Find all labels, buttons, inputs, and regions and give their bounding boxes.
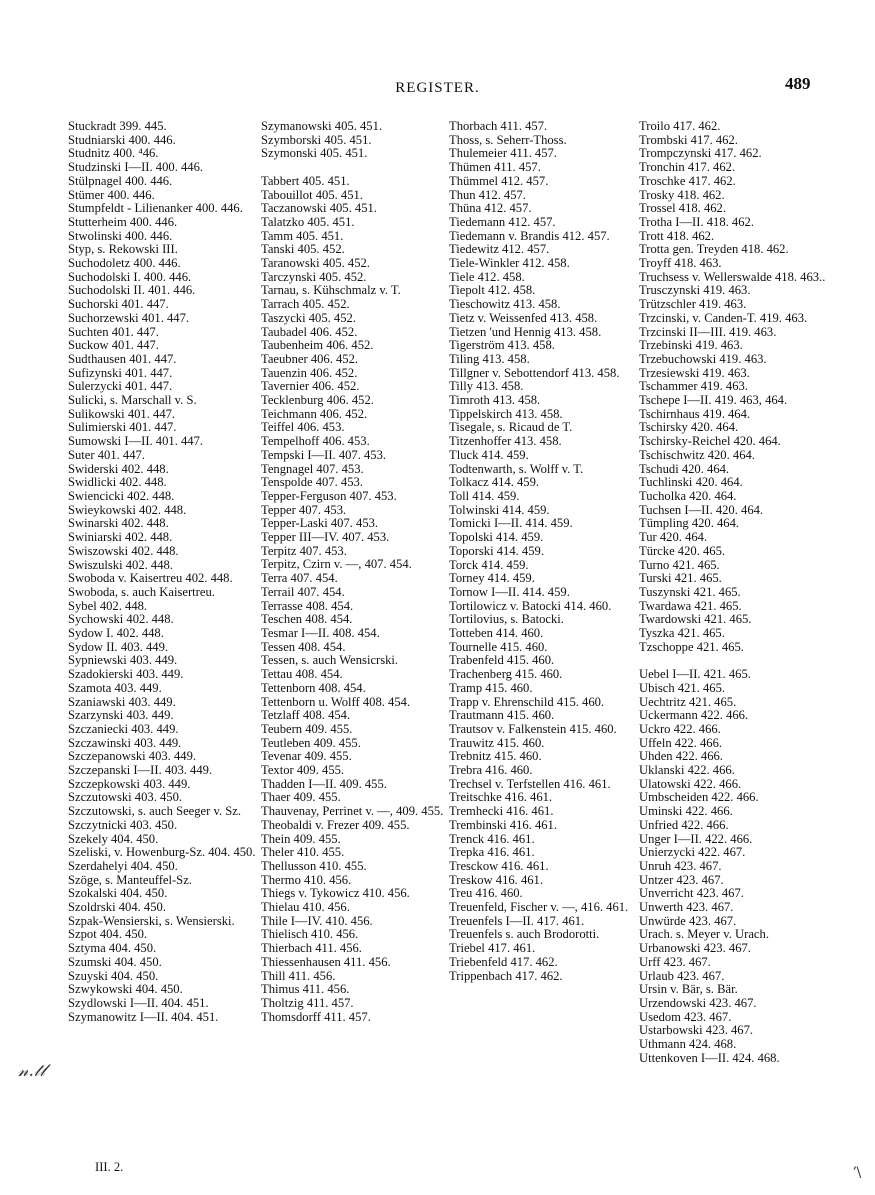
register-entry: Thellusson 410. 455. [261, 858, 367, 873]
register-entry: Swoboda v. Kaisertreu 402. 448. [68, 571, 233, 586]
register-entry: Torney 414. 459. [449, 571, 535, 586]
register-entry: Trützschler 419. 463. [639, 297, 747, 312]
register-entry: Trzebuchowski 419. 463. [639, 351, 767, 366]
register-entry: Trzcinski II—III. 419. 463. [639, 324, 777, 339]
register-entry: Tavernier 406. 452. [261, 379, 360, 394]
register-entry: Tschammer 419. 463. [639, 379, 748, 394]
register-entry: Talatzko 405. 451. [261, 214, 355, 229]
register-entry: Trautsov v. Falkenstein 415. 460. [449, 721, 617, 736]
register-entry: Turno 421. 465. [639, 557, 720, 572]
register-entry: Sulerzycki 401. 447. [68, 379, 173, 394]
register-entry: Trzebinski 419. 463. [639, 338, 743, 353]
register-entry: Uckro 422. 466. [639, 721, 721, 736]
register-entry: Tümpling 420. 464. [639, 516, 740, 531]
register-entry: Trosky 418. 462. [639, 187, 725, 202]
register-entry: Taszycki 405. 452. [261, 310, 356, 325]
register-entry: Taczanowski 405. 451. [261, 201, 377, 216]
register-entry: Szczytnicki 403. 450. [68, 817, 178, 832]
register-entry: Swieykowski 402. 448. [68, 502, 187, 517]
register-entry: Tessen, s. auch Wensicrski. [261, 653, 399, 668]
register-entry: Triebenfeld 417. 462. [449, 954, 558, 969]
register-entry: Ulatowski 422. 466. [639, 776, 742, 791]
register-entry: Topolski 414. 459. [449, 530, 544, 545]
register-entry: Tigerström 413. 458. [449, 338, 555, 353]
register-entry: Trzcinski, v. Canden-T. 419. 463. [639, 310, 808, 325]
register-entry: Terpitz 407. 453. [261, 543, 347, 558]
register-entry: Swinarski 402. 448. [68, 516, 169, 531]
register-entry: Tiedemann 412. 457. [449, 214, 556, 229]
register-entry: Toporski 414. 459. [449, 543, 544, 558]
register-entry: Tettenborn 408. 454. [261, 680, 366, 695]
register-entry: Untzer 423. 467. [639, 872, 724, 887]
register-entry: Tietz v. Weissenfed 413. 458. [449, 310, 598, 325]
register-entry: Thun 412. 457. [449, 187, 526, 202]
register-entry: Uechtritz 421. 465. [639, 694, 737, 709]
register-entry: Unger I—II. 422. 466. [639, 831, 753, 846]
register-column-4 [639, 120, 827, 1066]
register-entry: Tschirnhaus 419. 464. [639, 406, 751, 421]
register-entry: Treu 416. 460. [449, 886, 523, 901]
register-entry: Tolwinski 414. 459. [449, 502, 550, 517]
page-header-title: REGISTER. [395, 80, 480, 96]
corner-mark: ʼ\ [852, 1165, 862, 1181]
register-entry: Unverricht 423. 467. [639, 886, 744, 901]
register-entry: Tauenzin 406. 452. [261, 365, 358, 380]
register-entry: Szuyski 404. 450. [68, 968, 159, 983]
register-entry: Ustarbowski 423. 467. [639, 1023, 754, 1038]
register-entry: Tur 420. 464. [639, 530, 708, 545]
register-entry: Tiling 413. 458. [449, 351, 530, 366]
register-entry: Tornow I—II. 414. 459. [449, 584, 570, 599]
register-entry: Terrail 407. 454. [261, 584, 345, 599]
register-entry: Thiessenhausen 411. 456. [261, 954, 391, 969]
register-entry: Tuchsen I—II. 420. 464. [639, 502, 764, 517]
register-entry: Titzenhoffer 413. 458. [449, 434, 562, 449]
register-entry: Tillgner v. Sebottendorf 413. 458. [449, 365, 620, 380]
register-entry: Suckow 401. 447. [68, 338, 159, 353]
register-entry: Uckermann 422. 466. [639, 708, 749, 723]
register-entry: Szymonski 405. 451. [261, 146, 368, 161]
register-entry: Trebra 416. 460. [449, 763, 533, 778]
register-entry: Triebel 417. 461. [449, 941, 536, 956]
register-entry: Tettenborn u. Wolff 408. 454. [261, 694, 411, 709]
register-entry: Tzschoppe 421. 465. [639, 639, 744, 654]
register-entry: Tschirsky 420. 464. [639, 420, 739, 435]
register-entry: Styp, s. Rekowski III. [68, 242, 178, 257]
register-entry: Umbscheiden 422. 466. [639, 790, 759, 805]
register-entry: Troyff 418. 463. [639, 256, 722, 271]
register-entry: Tecklenburg 406. 452. [261, 393, 374, 408]
register-entry: Studzinski I—II. 400. 446. [68, 160, 204, 175]
register-entry: Thielau 410. 456. [261, 900, 350, 915]
register-entry: Tisegale, s. Ricaud de T. [449, 420, 573, 435]
register-entry: Terra 407. 454. [261, 571, 338, 586]
register-entry: Troschke 417. 462. [639, 173, 736, 188]
register-entry: Trenck 416. 461. [449, 831, 535, 846]
register-entry: Tramp 415. 460. [449, 680, 533, 695]
register-entry: Sumowski I—II. 401. 447. [68, 434, 204, 449]
register-entry: Szymborski 405. 451. [261, 132, 372, 147]
register-entry: Tarrach 405. 452. [261, 297, 350, 312]
register-entry: Truchsess v. Wellerswalde 418. 463.. [639, 269, 826, 284]
register-entry: Tetzlaff 408. 454. [261, 708, 351, 723]
register-entry: Treuenfels s. auch Brodorotti. [449, 927, 600, 942]
register-entry: Szpak-Wensierski, s. Wensierski. [68, 913, 235, 928]
register-entry: Urbanowski 423. 467. [639, 941, 751, 956]
register-entry: Suchodoletz 400. 446. [68, 256, 181, 271]
register-entry: Suchten 401. 447. [68, 324, 159, 339]
register-entry: Trompczynski 417. 462. [639, 146, 762, 161]
register-entry: Tepper-Laski 407. 453. [261, 516, 379, 531]
volume-note: III. 2. [95, 1160, 124, 1174]
register-entry: Trossel 418. 462. [639, 201, 727, 216]
register-entry: Szekely 404. 450. [68, 831, 159, 846]
register-entry: Torck 414. 459. [449, 557, 529, 572]
register-entry: Unruh 423. 467. [639, 858, 722, 873]
register-entry: Urach. s. Meyer v. Urach. [639, 927, 769, 942]
register-entry: Szczutowski 403. 450. [68, 790, 183, 805]
register-entry: Thauvenay, Perrinet v. —, 409. 455. [261, 804, 444, 819]
register-entry: Sydow II. 403. 449. [68, 639, 169, 654]
register-entry: Tarnau, s. Kühschmalz v. T. [261, 283, 401, 298]
register-entry: Tyszka 421. 465. [639, 626, 725, 641]
register-entry: Twardowski 421. 465. [639, 612, 752, 627]
register-entry: Trechsel v. Terfstellen 416. 461. [449, 776, 611, 791]
register-entry: Uthmann 424. 468. [639, 1037, 737, 1052]
register-entry: Tortilovius, s. Batocki. [449, 612, 564, 627]
register-entry: Trombski 417. 462. [639, 132, 738, 147]
register-entry: Tortilowicz v. Batocki 414. 460. [449, 598, 612, 613]
register-entry: Treuenfels I—II. 417. 461. [449, 913, 585, 928]
register-entry: Suchorski 401. 447. [68, 297, 169, 312]
register-entry: Sulimierski 401. 447. [68, 420, 177, 435]
register-entry: Tiedemann v. Brandis 412. 457. [449, 228, 610, 243]
register-entry: Szczaniecki 403. 449. [68, 721, 179, 736]
register-entry: Thoss, s. Seherr-Thoss. [449, 132, 567, 147]
register-entry: Sychowski 402. 448. [68, 612, 174, 627]
register-entry: Trauwitz 415. 460. [449, 735, 545, 750]
register-entry: Szydlowski I—II. 404. 451. [68, 996, 209, 1010]
register-entry: Swiszulski 402. 448. [68, 557, 173, 572]
register-entry: Trusczynski 419. 463. [639, 283, 751, 298]
register-entry: Toll 414. 459. [449, 488, 520, 503]
register-entry: Sudthausen 401. 447. [68, 351, 177, 366]
register-entry: Tschischwitz 420. 464. [639, 447, 755, 462]
register-entry: Szamota 403. 449. [68, 680, 162, 695]
register-entry: Stumpfeldt - Lilienanker 400. 446. [68, 201, 243, 216]
register-entry: Tschudi 420. 464. [639, 461, 730, 476]
page-number: 489 [785, 74, 811, 93]
register-column-1 [68, 120, 256, 1024]
register-entry: Thimus 411. 456. [261, 982, 350, 997]
register-entry: Treskow 416. 461. [449, 872, 543, 887]
register-entry: Tiepolt 412. 458. [449, 283, 536, 298]
register-entry: Trotta gen. Treyden 418. 462. [639, 242, 789, 257]
register-entry: Terrasse 408. 454. [261, 598, 354, 613]
register-entry: Teubern 409. 455. [261, 721, 353, 736]
register-entry: Szadokierski 403. 449. [68, 667, 184, 682]
register-entry: Textor 409. 455. [261, 763, 345, 778]
register-entry: Tuchlinski 420. 464. [639, 475, 743, 490]
register-entry: Szokalski 404. 450. [68, 886, 168, 901]
register-entry: Todtenwarth, s. Wolff v. T. [449, 461, 584, 476]
register-entry: Thorbach 411. 457. [449, 119, 548, 133]
register-entry: Tietzen 'und Hennig 413. 458. [449, 324, 602, 339]
register-entry: Tesmar I—II. 408. 454. [261, 626, 380, 640]
register-entry: Szczawinski 403. 449. [68, 735, 182, 750]
register-entry: Sulicki, s. Marschall v. S. [68, 393, 197, 408]
register-entry: Treuenfeld, Fischer v. —, 416. 461. [449, 900, 629, 915]
register-entry: Thomsdorff 411. 457. [261, 1009, 371, 1024]
register-entry: Studnitz 400. ⁴46. [68, 146, 159, 161]
register-entry: Stuckradt 399. 445. [68, 119, 167, 133]
handwritten-margin-mark: 𝓃.𝓉𝓁 [18, 1061, 46, 1081]
register-entry: Tiele 412. 458. [449, 269, 525, 284]
register-entry: Tolkacz 414. 459. [449, 475, 540, 490]
register-entry: Tieschowitz 413. 458. [449, 297, 561, 312]
register-entry: Swiderski 402. 448. [68, 461, 169, 476]
register-entry: Unfried 422. 466. [639, 817, 729, 832]
register-entry: Theobaldi v. Frezer 409. 455. [261, 817, 410, 832]
register-entry: Urlaub 423. 467. [639, 968, 725, 983]
register-entry: Thierbach 411. 456. [261, 941, 362, 956]
register-entry: Stülpnagel 400. 446. [68, 173, 173, 188]
register-entry: Thüna 412. 457. [449, 201, 532, 216]
register-entry: Uminski 422. 466. [639, 804, 733, 819]
register-entry: Trepka 416. 461. [449, 845, 535, 860]
register-entry: Thaer 409. 455. [261, 790, 341, 805]
register-entry: Tiele-Winkler 412. 458. [449, 256, 570, 271]
register-entry: Trotha I—II. 418. 462. [639, 214, 754, 229]
register-entry: Thiegs v. Tykowicz 410. 456. [261, 886, 410, 901]
register-entry: Thadden I—II. 409. 455. [261, 776, 387, 791]
register-entry: Thielisch 410. 456. [261, 927, 359, 942]
register-entry: Suchodolski I. 400. 446. [68, 269, 192, 284]
register-entry: Suchorzewski 401. 447. [68, 310, 190, 325]
register-entry: Sulikowski 401. 447. [68, 406, 176, 421]
register-entry: Uhden 422. 466. [639, 749, 723, 764]
register-entry: Szczepanski I—II. 403. 449. [68, 763, 213, 778]
register-entry: Szczepanowski 403. 449. [68, 749, 197, 764]
register-entry: Tippelskirch 413. 458. [449, 406, 563, 421]
register-entry: Thümmel 412. 457. [449, 173, 549, 188]
register-entry: Tronchin 417. 462. [639, 160, 736, 175]
register-entry: Urzendowski 423. 467. [639, 995, 757, 1010]
register-entry: Trzesiewski 419. 463. [639, 365, 750, 380]
register-entry: Szoldrski 404. 450. [68, 900, 166, 915]
register-entry: Türcke 420. 465. [639, 543, 726, 558]
register-entry: Trembinski 416. 461. [449, 817, 557, 832]
register-entry: Swidlicki 402. 448. [68, 475, 167, 490]
register-entry: Turski 421. 465. [639, 571, 722, 586]
register-entry: Tucholka 420. 464. [639, 488, 737, 503]
register-entry: Tholtzig 411. 457. [261, 995, 354, 1010]
register-entry: Uklanski 422. 466. [639, 763, 735, 778]
register-entry: Totteben 414. 460. [449, 626, 544, 641]
register-entry: Uffeln 422. 466. [639, 735, 723, 750]
register-column-3 [449, 120, 637, 983]
register-entry: Thulemeier 411. 457. [449, 146, 557, 161]
register-entry: Thill 411. 456. [261, 968, 336, 983]
register-entry: Trapp v. Ehrenschild 415. 460. [449, 694, 605, 709]
register-entry: Tabouillot 405. 451. [261, 187, 363, 202]
register-entry: Trebnitz 415. 460. [449, 749, 542, 764]
register-entry: Trachenberg 415. 460. [449, 667, 563, 682]
register-entry: Tepper III—IV. 407. 453. [261, 530, 390, 545]
register-entry: Teichmann 406. 452. [261, 406, 368, 421]
register-entry: Szaniawski 403. 449. [68, 694, 176, 709]
register-entry: Sybel 402. 448. [68, 598, 148, 613]
register-entry: Tamm 405. 451. [261, 228, 344, 243]
register-entry: Swiencicki 402. 448. [68, 488, 175, 503]
register-entry: Taeubner 406. 452. [261, 351, 359, 366]
register-entry: Tournelle 415. 460. [449, 639, 548, 654]
register-entry: Teschen 408. 454. [261, 612, 353, 627]
register-entry: Swiszowski 402. 448. [68, 543, 179, 558]
register-entry: Taranowski 405. 452. [261, 256, 370, 271]
register-entry: Thein 409. 455. [261, 831, 341, 846]
register-entry: Tenspolde 407. 453. [261, 475, 363, 490]
register-entry: Ursin v. Bär, s. Bär. [639, 982, 738, 997]
register-entry: Thümen 411. 457. [449, 160, 541, 175]
register-entry: Stümer 400. 446. [68, 187, 155, 202]
register-entry: Stwolinski 400. 446. [68, 228, 173, 243]
register-entry: Tschirsky-Reichel 420. 464. [639, 434, 781, 449]
register-entry: Trautmann 415. 460. [449, 708, 555, 723]
register-entry: Szczepkowski 403. 449. [68, 776, 191, 791]
register-entry: Ubisch 421. 465. [639, 680, 726, 695]
register-entry: Trabenfeld 415. 460. [449, 653, 555, 668]
register-entry: Tabbert 405. 451. [261, 173, 350, 188]
register-entry: Sydow I. 402. 448. [68, 626, 164, 641]
register-entry: Teutleben 409. 455. [261, 735, 361, 750]
register-entry: Trott 418. 462. [639, 228, 715, 243]
register-entry: Swiniarski 402. 448. [68, 530, 173, 545]
register-entry: Teiffel 406. 453. [261, 420, 345, 435]
register-entry: Suter 401. 447. [68, 447, 145, 462]
register-entry: Tanski 405. 452. [261, 242, 345, 257]
register-entry: Tiedewitz 412. 457. [449, 242, 550, 257]
register-entry: Timroth 413. 458. [449, 393, 541, 408]
register-entry: Tomicki I—II. 414. 459. [449, 516, 573, 531]
register-entry: Tempski I—II. 407. 453. [261, 447, 387, 462]
register-entry: Szarzynski 403. 449. [68, 708, 174, 723]
register-entry: Stutterheim 400. 446. [68, 214, 178, 229]
register-entry: Twardawa 421. 465. [639, 598, 742, 613]
register-entry: Tepper-Ferguson 407. 453. [261, 488, 397, 503]
register-entry: Thile I—IV. 410. 456. [261, 913, 373, 928]
register-entry: Szymanowski 405. 451. [261, 119, 383, 133]
register-entry: Swoboda, s. auch Kaisertreu. [68, 584, 215, 599]
register-entry: Szpot 404. 450. [68, 927, 148, 942]
register-entry: Tettau 408. 454. [261, 667, 343, 682]
register-entry: Tepper 407. 453. [261, 502, 347, 517]
register-entry: Terpitz, Czirn v. —, 407. 454. [261, 557, 412, 572]
register-entry: Taubenheim 406. 452. [261, 338, 374, 353]
register-entry: Tilly 413. 458. [449, 379, 524, 394]
register-entry: Szumski 404. 450. [68, 954, 162, 969]
register-entry: Troilo 417. 462. [639, 119, 721, 133]
register-entry: Szwykowski 404. 450. [68, 982, 183, 997]
register-entry: Tessen 408. 454. [261, 639, 346, 654]
register-entry: Taubadel 406. 452. [261, 324, 358, 339]
register-entry: Unwürde 423. 467. [639, 913, 737, 928]
register-entry: Sztyma 404. 450. [68, 941, 157, 956]
register-entry: Usedom 423. 467. [639, 1009, 732, 1024]
register-entry: Sypniewski 403. 449. [68, 653, 178, 668]
register-entry: Suchodolski II. 401. 446. [68, 283, 196, 298]
register-entry: Tresckow 416. 461. [449, 858, 549, 873]
register-entry: Szczutowski, s. auch Seeger v. Sz. [68, 804, 242, 819]
register-entry: Szymanowitz I—II. 404. 451. [68, 1009, 219, 1024]
register-entry: Szeliski, v. Howenburg-Sz. 404. 450. [68, 845, 256, 860]
register-entry: Thermo 410. 456. [261, 872, 352, 887]
register-entry: Trippenbach 417. 462. [449, 968, 563, 983]
register-entry: Tevenar 409. 455. [261, 749, 352, 764]
register-entry: Szerdahelyi 404. 450. [68, 858, 178, 873]
register-entry: Theler 410. 455. [261, 845, 345, 860]
register-entry: Szöge, s. Manteuffel-Sz. [68, 872, 192, 887]
register-entry: Tschepe I—II. 419. 463, 464. [639, 393, 788, 408]
register-column-2 [261, 120, 449, 1024]
register-entry: Uttenkoven I—II. 424. 468. [639, 1050, 780, 1065]
register-entry: Tengnagel 407. 453. [261, 461, 364, 476]
register-entry: Tempelhoff 406. 453. [261, 434, 370, 449]
register-entry: Treitschke 416. 461. [449, 790, 553, 805]
register-entry: Urff 423. 467. [639, 954, 711, 969]
register-entry: Uebel I—II. 421. 465. [639, 667, 751, 682]
register-entry: Tuszynski 421. 465. [639, 584, 741, 599]
register-entry: Studniarski 400. 446. [68, 132, 176, 147]
register-entry: Sufizynski 401. 447. [68, 365, 173, 380]
register-entry: Unwerth 423. 467. [639, 900, 734, 915]
register-entry: Tarczynski 405. 452. [261, 269, 367, 284]
register-entry: Tremhecki 416. 461. [449, 804, 554, 819]
register-entry: Unierzycki 422. 467. [639, 845, 746, 860]
register-entry: Tluck 414. 459. [449, 447, 529, 462]
